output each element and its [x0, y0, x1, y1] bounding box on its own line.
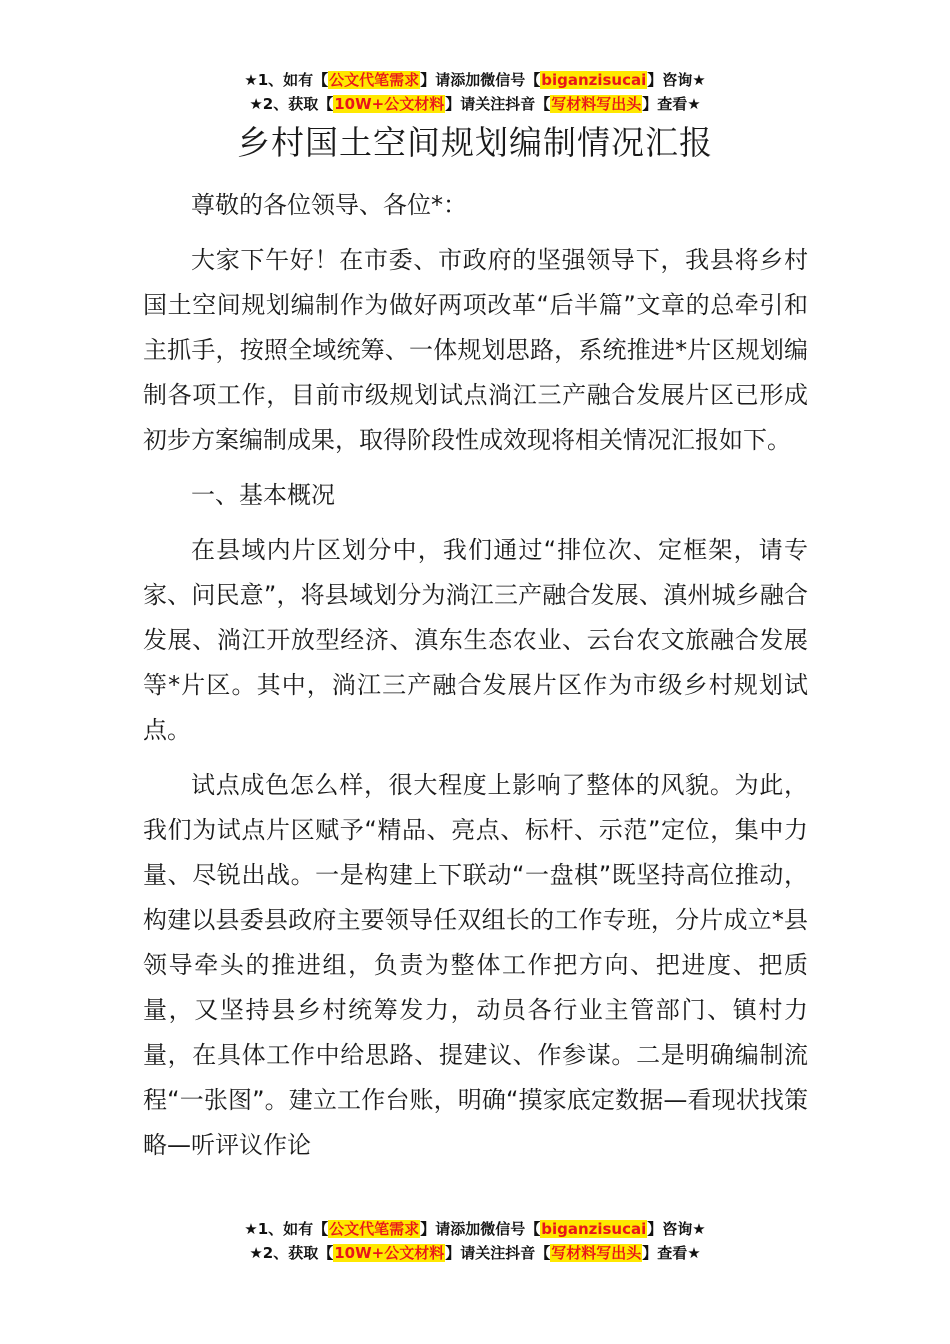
paragraph-pilot: 试点成色怎么样，很大程度上影响了整体的风貌。为此，我们为试点片区赋予“精品、亮点、标杆、示范”定位，集中力量、尽锐出战。一是构建上下联动“一盘棋”既坚持高位推动，构建以县委县政府主要领导任双组长的工作专班，分片成立*县领导牵头的推进组，负责为整体工作把方向、把进度、把质量，又坚持县乡村统筹发力，动员各行业主管部门、镇村力量，在具体工作中给思路、提建议、作参谋。二是明确编制流程“一张图”。建立工作台账，明确“摸家底定数据—看现状找策略—听评议作论 [143, 771, 808, 1159]
banner-line-2: ★2、获取【10W+公文材料】请关注抖音【写材料写出头】查看★ [249, 1244, 701, 1262]
banner-highlight: biganzisucai [541, 71, 647, 89]
banner-highlight: 公文代笔需求 [329, 71, 420, 89]
banner-line-1: ★1、如有【公文代笔需求】请添加微信号【biganzisucai】咨询★ [244, 1220, 706, 1238]
banner-highlight: 公文代笔需求 [329, 1220, 420, 1238]
paragraph-intro: 大家下午好！在市委、市政府的坚强领导下，我县将乡村国土空间规划编制作为做好两项改革“后半篇”文章的总牵引和主抓手，按照全域统筹、一体规划思路，系统推进*片区规划编制各项工作，目前市级规划试点淌江三产融合发展片区已形成初步方案编制成果，取得阶段性成效现将相关情况汇报如下。 [143, 246, 808, 454]
document-body [143, 175, 808, 1168]
banner-highlight: biganzisucai [541, 1220, 647, 1238]
header-banner [0, 68, 950, 116]
banner-line-1: ★1、如有【公文代笔需求】请添加微信号【biganzisucai】咨询★ [244, 71, 706, 89]
banner-highlight: 10W+公文材料 [334, 95, 445, 113]
banner-highlight: 写材料写出头 [551, 1244, 642, 1262]
banner-highlight: 写材料写出头 [551, 95, 642, 113]
banner-highlight: 10W+公文材料 [334, 1244, 445, 1262]
section-heading: 一、基本概况 [191, 481, 335, 509]
banner-line-2: ★2、获取【10W+公文材料】请关注抖音【写材料写出头】查看★ [249, 95, 701, 113]
salutation: 尊敬的各位领导、各位*： [191, 191, 467, 219]
footer-banner [0, 1217, 950, 1265]
paragraph-overview: 在县域内片区划分中，我们通过“排位次、定框架，请专家、问民意”，将县域划分为淌江三产融合发展、滇州城乡融合发展、淌江开放型经济、滇东生态农业、云台农文旅融合发展等*片区。其中，淌江三产融合发展片区作为市级乡村规划试点。 [143, 536, 808, 744]
page-title: 乡村国土空间规划编制情况汇报 [237, 123, 713, 162]
